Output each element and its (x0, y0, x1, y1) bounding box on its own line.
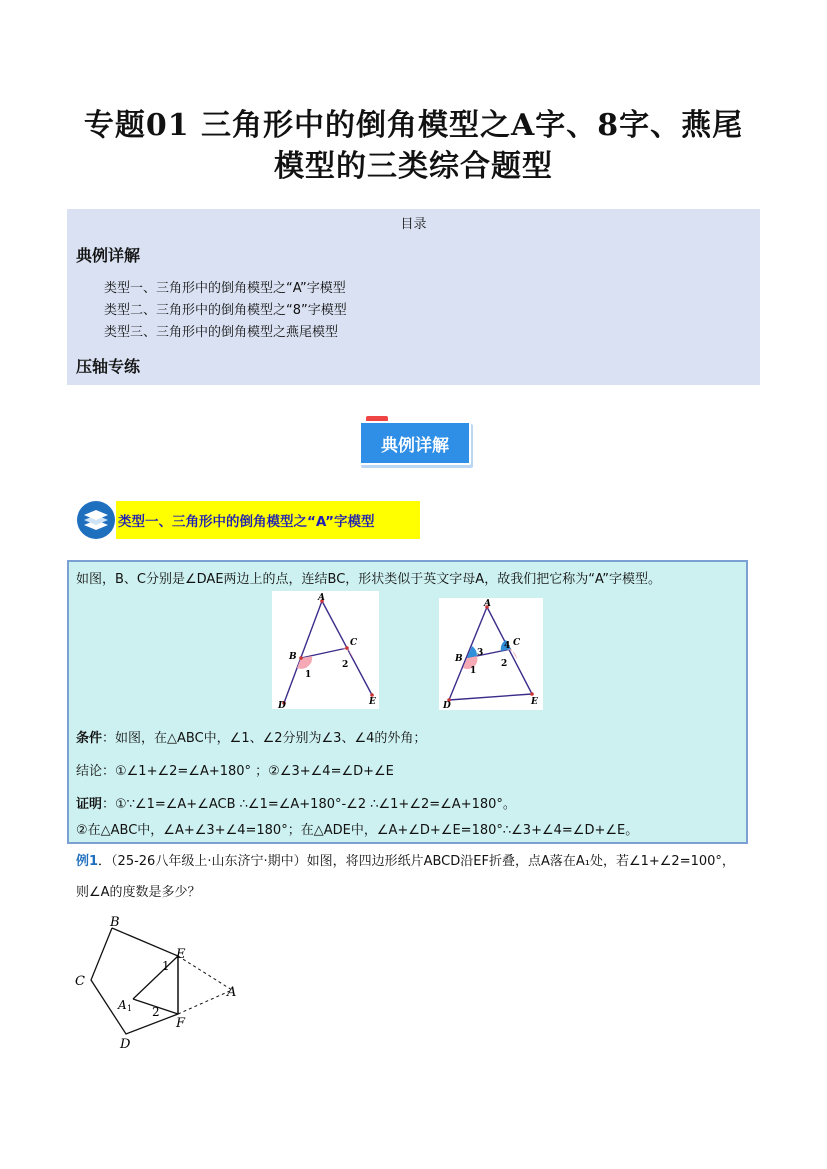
toc-item-type3[interactable]: 类型三、三角形中的倒角模型之燕尾模型 (104, 325, 339, 340)
toc-heading: 目录 (400, 217, 427, 232)
condition-label: 条件 (76, 731, 103, 746)
fig2-angle-1: 1 (470, 666, 477, 676)
toc-section-exercises[interactable]: 压轴专练 (76, 357, 141, 376)
proof-line-2: ②在△ABC中，∠A+∠3+∠4=180°；在△ADE中，∠A+∠D+∠E=180°∴∠3+∠4=∠D+∠E。 (76, 823, 639, 838)
ex-label-D: D (120, 1037, 131, 1052)
figure-a-model-2 (439, 598, 543, 710)
example-figure-fold (70, 912, 250, 1052)
fig1-label-C: C (350, 638, 358, 648)
ex-label-A1-sub: 1 (127, 1004, 133, 1013)
condition-line (76, 727, 426, 746)
section-badge: 典例详解 (359, 421, 471, 465)
fig1-label-A: A (318, 593, 325, 603)
conclusion-line: 结论：①∠1+∠2=∠A+180° ；②∠3+∠4=∠D+∠E (76, 764, 394, 779)
fig2-angle-4: 4 (504, 641, 511, 651)
condition-text: ：如图，在△ABC中，∠1、∠2分别为∠3、∠4的外角； (102, 731, 427, 746)
fig2-label-C: C (513, 638, 521, 648)
ex-label-C: C (75, 974, 85, 989)
table-of-contents (67, 209, 760, 385)
toc-section-examples[interactable]: 典例详解 (76, 246, 141, 265)
section-title: 类型一、三角形中的倒角模型之“A”字模型 (116, 501, 420, 539)
proof-label: 证明 (76, 797, 103, 812)
example-1-question (76, 850, 735, 869)
ex-label-E: E (176, 947, 186, 962)
fig2-label-D: D (443, 701, 451, 710)
fig2-label-B: B (455, 654, 463, 664)
page-title-line2: 模型的三类综合题型 (274, 149, 553, 184)
ex-angle-1: 1 (162, 959, 170, 973)
fig2-label-E: E (531, 697, 538, 707)
fig1-angle-1: 1 (305, 670, 312, 680)
example-text-2: 则∠A的度数是多少？ (76, 885, 201, 900)
ex-label-B: B (110, 915, 120, 930)
fig1-label-D: D (278, 701, 286, 709)
toc-item-type2[interactable]: 类型二、三角形中的倒角模型之“8”字模型 (104, 303, 347, 318)
page-title-line1: 专题01 三角形中的倒角模型之A字、8字、燕尾 (83, 108, 744, 143)
fig2-angle-3: 3 (477, 648, 484, 658)
proof-line-1 (76, 793, 516, 812)
ex-label-A1: A (118, 998, 127, 1012)
figure-a-model-1 (272, 591, 379, 709)
books-icon (76, 500, 116, 540)
fig1-label-E: E (369, 697, 376, 707)
example-label: 例1 (76, 854, 99, 869)
fig2-label-A: A (484, 599, 491, 609)
ex-label-A: A (227, 985, 237, 1000)
intro-text: 如图，B、C分别是∠DAE两边上的点，连结BC，形状类似于英文字母A，故我们把它称为“A”字模型。 (76, 572, 661, 587)
model-explanation-box (67, 560, 748, 844)
ex-angle-2: 2 (152, 1005, 160, 1019)
proof-text-1: ：①∵∠1=∠A+∠ACB ∴∠1=∠A+180°-∠2 ∴∠1+∠2=∠A+180°。 (102, 797, 516, 812)
toc-item-type1[interactable]: 类型一、三角形中的倒角模型之“A”字模型 (104, 281, 346, 296)
fig2-angle-2: 2 (501, 659, 508, 669)
fig1-label-B: B (289, 652, 297, 662)
ex-label-F: F (176, 1016, 186, 1031)
fig1-angle-2: 2 (342, 660, 349, 670)
example-text-1: ．（25-26八年级上·山东济宁·期中）如图，将四边形纸片ABCD沿EF折叠，点A落在A₁处，若∠1+∠2=100°， (98, 854, 735, 869)
